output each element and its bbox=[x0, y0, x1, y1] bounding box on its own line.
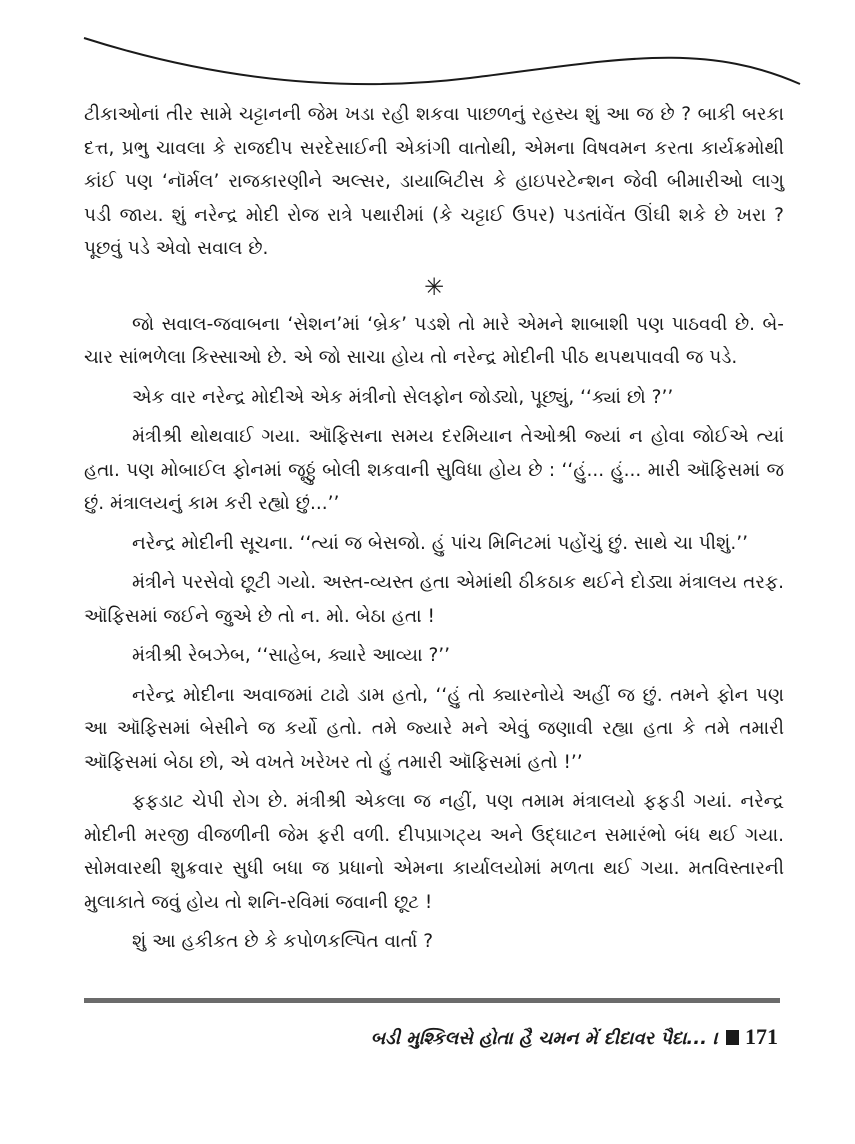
footer-rule bbox=[84, 998, 780, 1003]
paragraph-8: નરેન્દ્ર મોદીના અવાજમાં ટાઢો ડામ હતો, ‘‘હું તો ક્યારનોયે અહીં જ છું. તમને ફોન પણ આ ઑફિસમાં બેસીને જ કર્યો હતો. તમે જ્યારે મને એવું જણાવી રહ્યા હતા કે તમે તમારી ઑફિસમાં બેઠા છો, એ વખતે ખરેખર તો હું તમારી ઑફિસમાં હતો !’’ bbox=[84, 684, 784, 773]
paragraph-5: નરેન્દ્ર મોદીની સૂચના. ‘‘ત્યાં જ બેસજો. હું પાંચ મિનિટમાં પહોંચું છું. સાથે ચા પીશું.’’ bbox=[132, 532, 748, 554]
decorative-curve bbox=[0, 0, 855, 100]
running-title: બડી મુશ્કિલસે હોતા હૈ ચમન મેં દીદાવર પૈદા... । bbox=[370, 1028, 718, 1049]
section-break-star: ✳ bbox=[423, 272, 445, 301]
paragraph-1: ટીકાઓનાં તીર સામે ચટ્ટાનની જેમ ખડા રહી શકવા પાછળનું રહસ્ય શું આ જ છે ? બાકી બરકા દત્ત, પ્રભુ ચાવલા કે રાજદીપ સરદેસાઈની એકાંગી વાતોથી, એમના વિષવમન કરતા કાર્યક્રમોથી કાંઈ પણ ‘નૉર્મલ’ રાજકારણીને અલ્સર, ડાયાબિટીસ કે હાઇપરટેન્શન જેવી બીમારીઓ લાગુ પડી જાય. શું નરેન્દ્ર મોદી રોજ રાત્રે પથારીમાં (કે ચટ્ટાઈ ઉપર) પડતાંવેંત ઊંઘી શકે છે ખરા ? પૂછવું પડે એવો સવાલ છે. bbox=[84, 104, 784, 259]
paragraph-9: ફફડાટ ચેપી રોગ છે. મંત્રીશ્રી એકલા જ નહીં, પણ તમામ મંત્રાલયો ફફડી ગયાં. નરેન્દ્ર મોદીની મરજી વીજળીની જેમ ફરી વળી. દીપપ્રાગટ્ય અને ઉદ્‌ઘાટન સમારંભો બંધ થઈ ગયા. સોમવારથી શુક્રવાર સુધી બધા જ પ્રધાનો એમના કાર્યાલયોમાં મળતા થઈ ગયા. મતવિસ્તારની મુલાકાતે જવું હોય તો શનિ-રવિમાં જવાની છૂટ ! bbox=[84, 791, 784, 913]
paragraph-4: મંત્રીશ્રી થોથવાઈ ગયા. ઑફિસના સમય દરમિયાન તેઓશ્રી જ્યાં ન હોવા જોઈએ ત્યાં હતા. પણ મોબાઈલ ફોનમાં જૂઠ્ઠું બોલી શકવાની સુવિધા હોય છે : ‘‘હું... હું... મારી ઑફિસમાં જ છું. મંત્રાલયનું કામ કરી રહ્યો છું...’’ bbox=[84, 426, 784, 514]
paragraph-10: શું આ હકીકત છે કે કપોળકલ્પિત વાર્તા ? bbox=[132, 931, 434, 952]
page-number: 171 bbox=[745, 1024, 778, 1049]
page-footer bbox=[300, 1022, 778, 1054]
square-bullet-icon bbox=[726, 1030, 739, 1045]
paragraph-6: મંત્રીને પરસેવો છૂટી ગયો. અસ્ત-વ્યસ્ત હતા એમાંથી ઠીકઠાક થઈને દોડ્યા મંત્રાલય તરફ. ઑફિસમાં જઈને જુએ છે તો ન. મો. બેઠા હતા ! bbox=[84, 572, 784, 627]
paragraph-7: મંત્રીશ્રી રેબઝેબ, ‘‘સાહેબ, ક્યારે આવ્યા ?’’ bbox=[132, 645, 451, 666]
page-body bbox=[84, 98, 784, 965]
paragraph-3: એક વાર નરેન્દ્ર મોદીએ એક મંત્રીનો સેલફોન જોડ્યો, પૂછ્યું, ‘‘ક્યાં છો ?’’ bbox=[132, 386, 674, 408]
paragraph-2: જો સવાલ-જવાબના ‘સેશન’માં ‘બ્રેક’ પડશે તો મારે એમને શાબાશી પણ પાઠવવી છે. બે-ચાર સાંભળેલા કિસ્સાઓ છે. એ જો સાચા હોય તો નરેન્દ્ર મોદીની પીઠ થપથપાવવી જ પડે. bbox=[84, 313, 784, 368]
